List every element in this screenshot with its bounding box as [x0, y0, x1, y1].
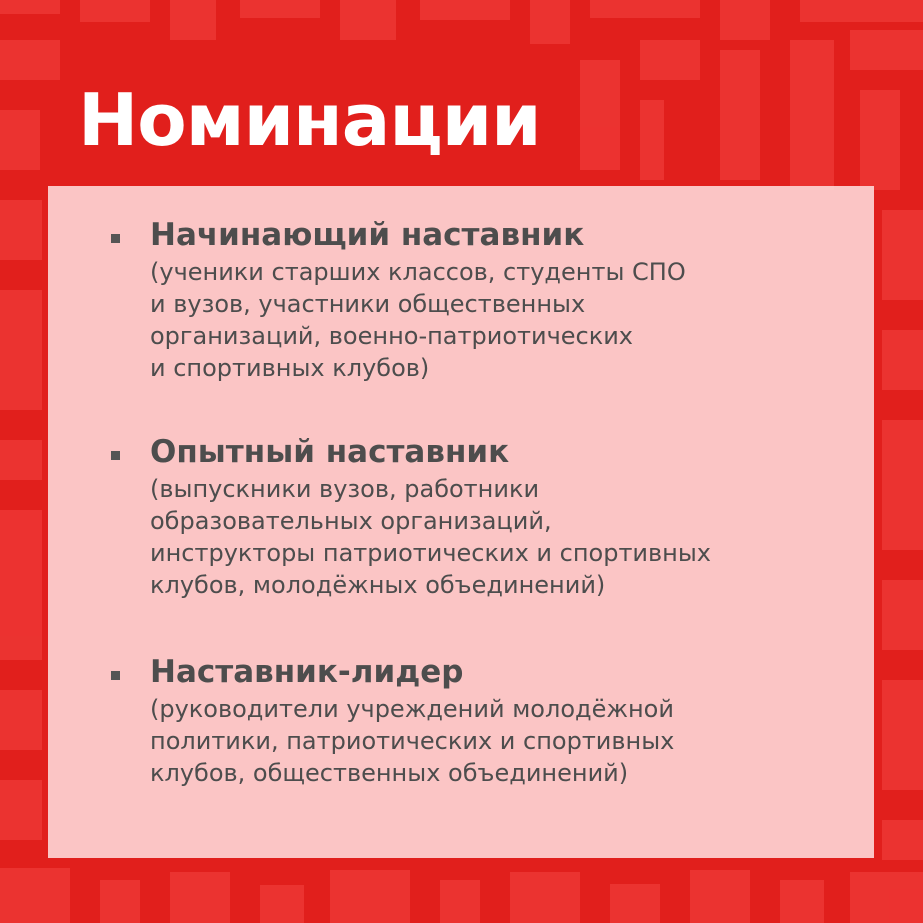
description-line: (выпускники вузов, работники [150, 475, 540, 503]
page-title: Номинации [78, 78, 541, 162]
nominations-panel [48, 186, 874, 858]
nomination-title: Опытный наставник [150, 434, 510, 470]
description-line: политики, патриотических и спортивных [150, 727, 675, 755]
nomination-description [150, 693, 870, 789]
description-line: организаций, военно-патриотических [150, 322, 634, 350]
description-line: и спортивных клубов) [150, 354, 430, 382]
description-line: (руководители учреждений молодёжной [150, 695, 674, 723]
nomination-title: Начинающий наставник [150, 217, 585, 253]
bullet-square-icon [111, 234, 120, 243]
bullet-square-icon [111, 451, 120, 460]
nomination-description [150, 473, 870, 601]
nomination-description [150, 256, 870, 384]
description-line: инструкторы патриотических и спортивных [150, 539, 712, 567]
bullet-square-icon [111, 671, 120, 680]
description-line: и вузов, участники общественных [150, 290, 586, 318]
description-line: клубов, общественных объединений) [150, 759, 629, 787]
nomination-title: Наставник-лидер [150, 654, 464, 690]
description-line: (ученики старших классов, студенты СПО [150, 258, 686, 286]
description-line: образовательных организаций, [150, 507, 552, 535]
description-line: клубов, молодёжных объединений) [150, 571, 606, 599]
